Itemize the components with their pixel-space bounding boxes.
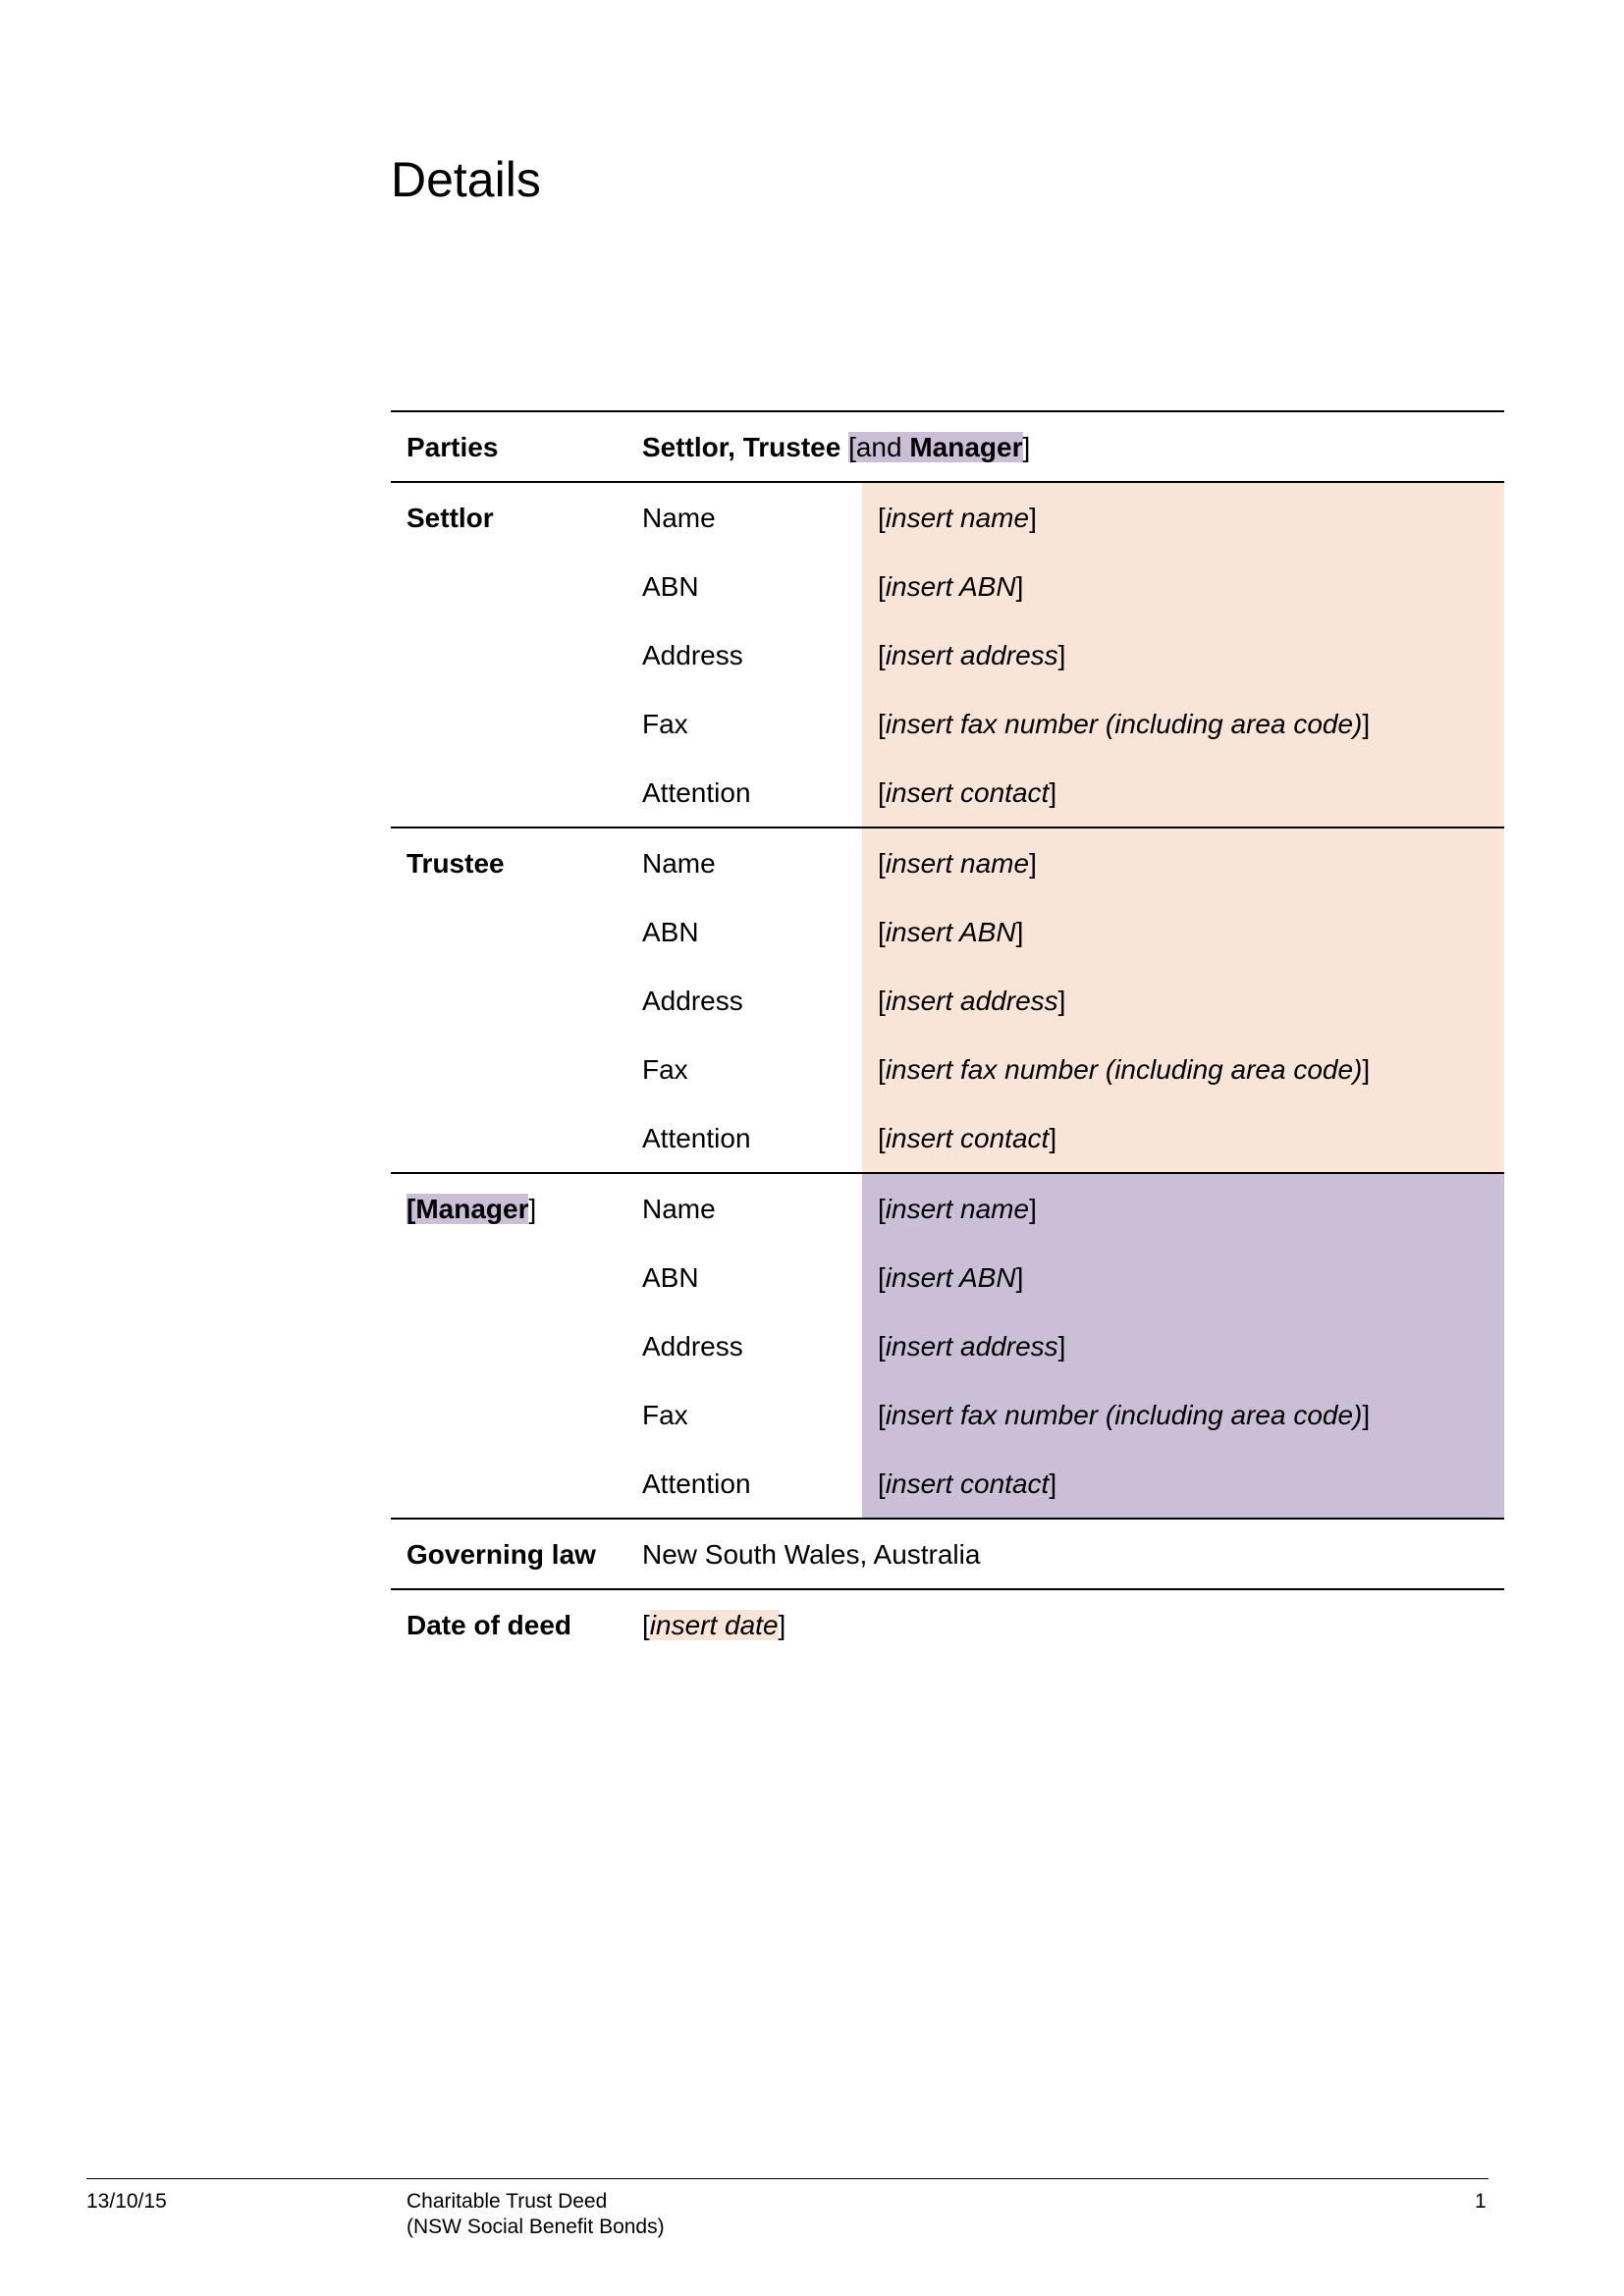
settlor-row (391, 758, 1504, 828)
settlor-row (391, 620, 1504, 689)
field-label: ABN (642, 1262, 699, 1293)
field-value: [insert fax number (including area code)] (878, 709, 1371, 739)
footer-doc-line2: (NSW Social Benefit Bonds) (406, 2216, 665, 2238)
and-manager-highlight (848, 432, 1022, 462)
settlor-row (391, 483, 1504, 552)
date-of-deed-label: Date of deed (406, 1610, 572, 1640)
value-cell (862, 552, 1504, 620)
parties-label: Parties (406, 432, 499, 462)
field-label: Attention (642, 1468, 751, 1499)
settlor-row (391, 689, 1504, 758)
settlor-label: Settlor (406, 503, 494, 533)
date-of-deed-value: [insert date] (642, 1610, 786, 1640)
manager-row (391, 1449, 1504, 1520)
value-cell (862, 1311, 1504, 1380)
value-cell (862, 483, 1504, 552)
field-value: [insert fax number (including area code)] (878, 1400, 1371, 1430)
field-value: [insert ABN] (878, 571, 1024, 602)
settlor-row (391, 552, 1504, 620)
field-label: ABN (642, 917, 699, 947)
manager-row (391, 1380, 1504, 1449)
value-cell (862, 897, 1504, 966)
parties-row (391, 412, 1504, 483)
value-cell (862, 1449, 1504, 1518)
manager-row (391, 1174, 1504, 1243)
field-label: Name (642, 1194, 716, 1224)
trustee-row (391, 1035, 1504, 1103)
field-value: [insert contact] (878, 1468, 1057, 1499)
manager-row (391, 1311, 1504, 1380)
page-title: Details (391, 152, 541, 207)
field-label: Fax (642, 709, 688, 739)
field-value: [insert fax number (including area code)] (878, 1054, 1371, 1085)
field-label: Name (642, 503, 716, 533)
footer-doc-line1: Charitable Trust Deed (406, 2190, 608, 2213)
manager-label: [Manager] (406, 1194, 537, 1224)
value-cell (862, 1380, 1504, 1449)
details-table (391, 410, 1504, 1659)
field-value: [insert address] (878, 1331, 1066, 1362)
manager-row (391, 1243, 1504, 1311)
field-label: Attention (642, 777, 751, 808)
field-value: [insert address] (878, 986, 1066, 1016)
value-cell (862, 1243, 1504, 1311)
field-label: Name (642, 848, 716, 879)
trustee-row (391, 828, 1504, 897)
parties-value (642, 432, 1030, 463)
field-label: Address (642, 1331, 743, 1362)
value-cell (862, 1035, 1504, 1103)
trustee-row (391, 966, 1504, 1035)
trustee-row (391, 1103, 1504, 1174)
footer-document-title (406, 2189, 665, 2240)
value-cell (862, 689, 1504, 758)
close-bracket: ] (1022, 432, 1031, 462)
field-label: Fax (642, 1400, 688, 1430)
trustee-row (391, 897, 1504, 966)
governing-law-value: New South Wales, Australia (642, 1539, 981, 1570)
governing-law-row (391, 1520, 1504, 1590)
field-value: [insert contact] (878, 1123, 1057, 1153)
field-value: [insert name] (878, 503, 1037, 533)
field-label: Attention (642, 1123, 751, 1153)
field-label: Address (642, 640, 743, 670)
and-text: and (855, 432, 910, 462)
parties-main: Settlor, Trustee (642, 432, 841, 462)
field-value: [insert contact] (878, 777, 1057, 808)
value-cell (862, 966, 1504, 1035)
field-label: ABN (642, 571, 699, 602)
field-value: [insert address] (878, 640, 1066, 670)
field-value: [insert ABN] (878, 1262, 1024, 1293)
field-value: [insert name] (878, 1194, 1037, 1224)
trustee-label: Trustee (406, 848, 505, 879)
value-cell (862, 828, 1504, 897)
value-cell (862, 1174, 1504, 1243)
field-label: Fax (642, 1054, 688, 1085)
footer-date: 13/10/15 (86, 2190, 167, 2213)
field-value: [insert ABN] (878, 917, 1024, 947)
value-cell (862, 620, 1504, 689)
footer-page-number: 1 (1475, 2190, 1487, 2213)
footer-divider (86, 2178, 1489, 2179)
value-cell (862, 758, 1504, 827)
value-cell (862, 1103, 1504, 1172)
governing-law-label: Governing law (406, 1539, 596, 1570)
date-of-deed-row (391, 1590, 1504, 1659)
manager-text: Manager (909, 432, 1023, 462)
open-bracket: [ (848, 432, 856, 462)
field-value: [insert name] (878, 848, 1037, 879)
field-label: Address (642, 986, 743, 1016)
